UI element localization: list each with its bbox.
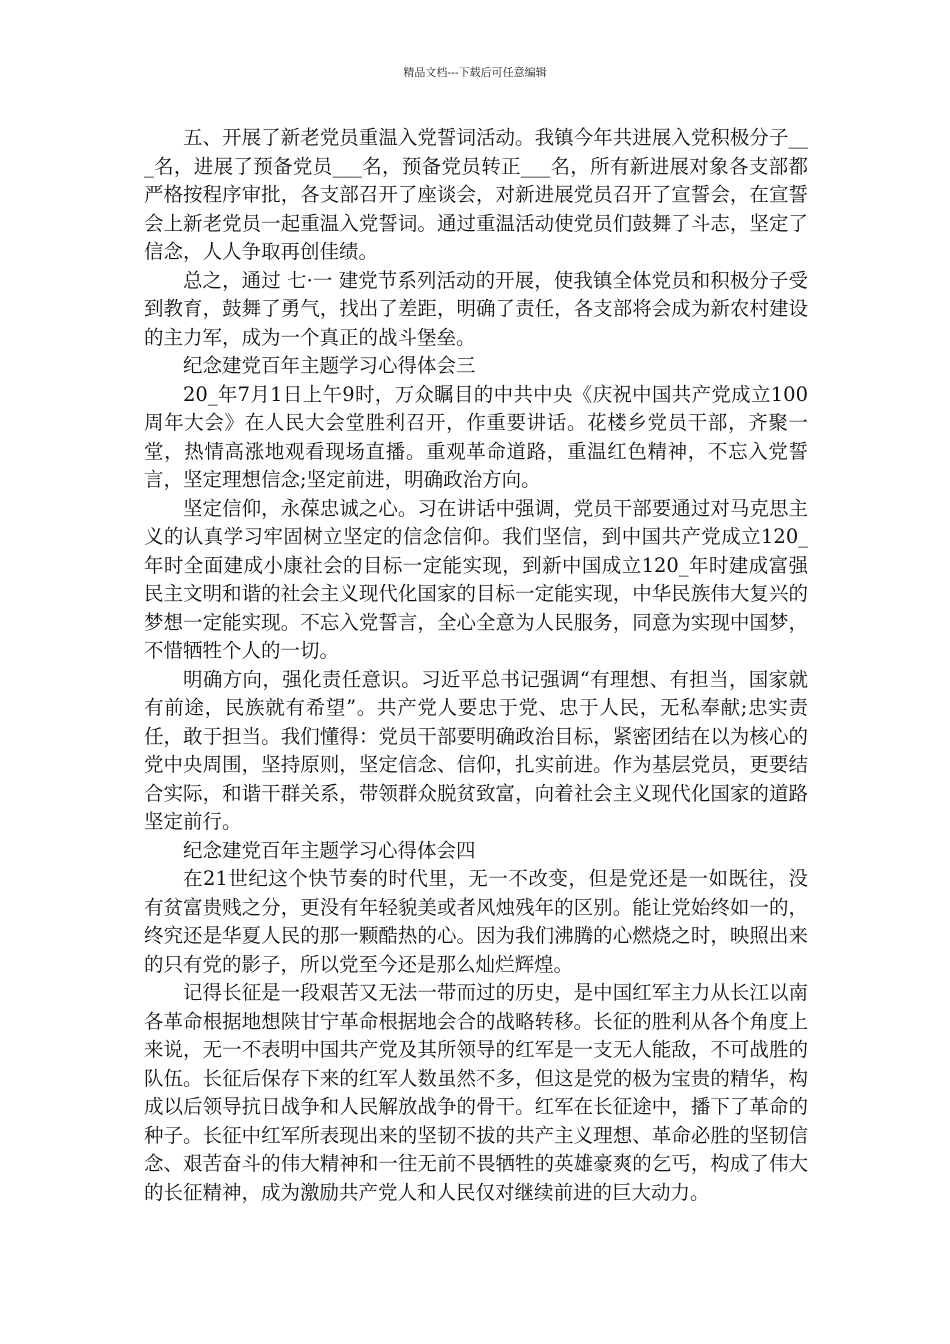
- paragraph-centenary-meeting: 20_年7月1日上午9时，万众瞩目的中共中央《庆祝中国共产党成立100周年大会》在人民大会堂胜利召开，作重要讲话。花楼乡党员干部，齐聚一堂，热情高涨地观看现场直播。重观革命道路，重温红色精神，不忘入党誓言，坚定理想信念;坚定前进，明确政治方向。: [144, 382, 808, 491]
- paragraph-long-march: 记得长征是一段艰苦又无法一带而过的历史，是中国红军主力从长江以南各革命根据地想陕甘宁革命根据地会合的战略转移。长征的胜利从各个角度上来说，无一不表明中国共产党及其所领导的红军是一支无人能敌，不可战胜的队伍。长征后保存下来的红军人数虽然不多，但这是党的极为宝贵的精华，构成以后领导抗日战争和人民解放战争的骨干。红军在长征途中，播下了革命的种子。长征中红军所表现出来的坚韧不拔的共产主义理想、革命必胜的坚韧信念、艰苦奋斗的伟大精神和一往无前不畏牺牲的英雄豪爽的乞丐，构成了伟大的长征精神，成为激励共产党人和人民仅对继续前进的巨大动力。: [144, 981, 808, 1204]
- paragraph-new-century: 在21世纪这个快节奏的时代里，无一不改变，但是党还是一如既往，没有贫富贵贱之分，更没有年轻貌美或者风烛残年的区别。能让党始终如一的，终究还是华夏人民的那一颗酷热的心。因为我们沸腾的心燃烧之时，映照出来的只有党的影子，所以党至今还是那么灿烂辉煌。: [144, 867, 808, 976]
- paragraph-firm-belief: 坚定信仰，永葆忠诚之心。习在讲话中强调，党员干部要通过对马克思主义的认真学习牢固树立坚定的信念信仰。我们坚信，到中国共产党成立120_年时全面建成小康社会的目标一定能实现，到新中国成立120_年时建成富强民主文明和谐的社会主义现代化国家的目标一定能实现，中华民族伟大复兴的梦想一定能实现。不忘入党誓言，全心全意为人民服务，同意为实现中国梦，不惜牺牲个人的一切。: [144, 496, 808, 662]
- section-heading-four: 纪念建党百年主题学习心得体会四: [183, 838, 476, 862]
- paragraph-summary: 总之，通过 七·一 建党节系列活动的开展，使我镇全体党员和积极分子受到教育，鼓舞了勇气，找出了差距，明确了责任，各支部将会成为新农村建设的主力军，成为一个真正的战斗堡垒。: [144, 268, 808, 349]
- document-body: [144, 124, 808, 1207]
- section-heading-three: 纪念建党百年主题学习心得体会三: [183, 354, 476, 377]
- paragraph-oath-activity: 五、开展了新老党员重温入党誓词活动。我镇今年共进展入党积极分子___名，进展了预备党员___名，预备党员转正___名，所有新进展对象各支部都严格按程序审批，各支部召开了座谈会，对新进展党员召开了宣誓会，在宣誓会上新老党员一起重温入党誓词。通过重温活动使党员们鼓舞了斗志，坚定了信念，人人争取再创佳绩。: [144, 126, 808, 263]
- page-header: 精品文档---下载后可任意编辑: [403, 66, 547, 79]
- paragraph-clear-direction: 明确方向，强化责任意识。习近平总书记强调“有理想、有担当，国家就有前途，民族就有希望”。共产党人要忠于党、忠于人民，无私奉献;忠实责任，敢于担当。我们懂得：党员干部要明确政治目标，紧密团结在以为核心的党中央周围，坚持原则，坚定信念、信仰，扎实前进。作为基层党员，更要结合实际，和谐干群关系，带领群众脱贫致富，向着社会主义现代化国家的道路坚定前行。: [144, 667, 808, 833]
